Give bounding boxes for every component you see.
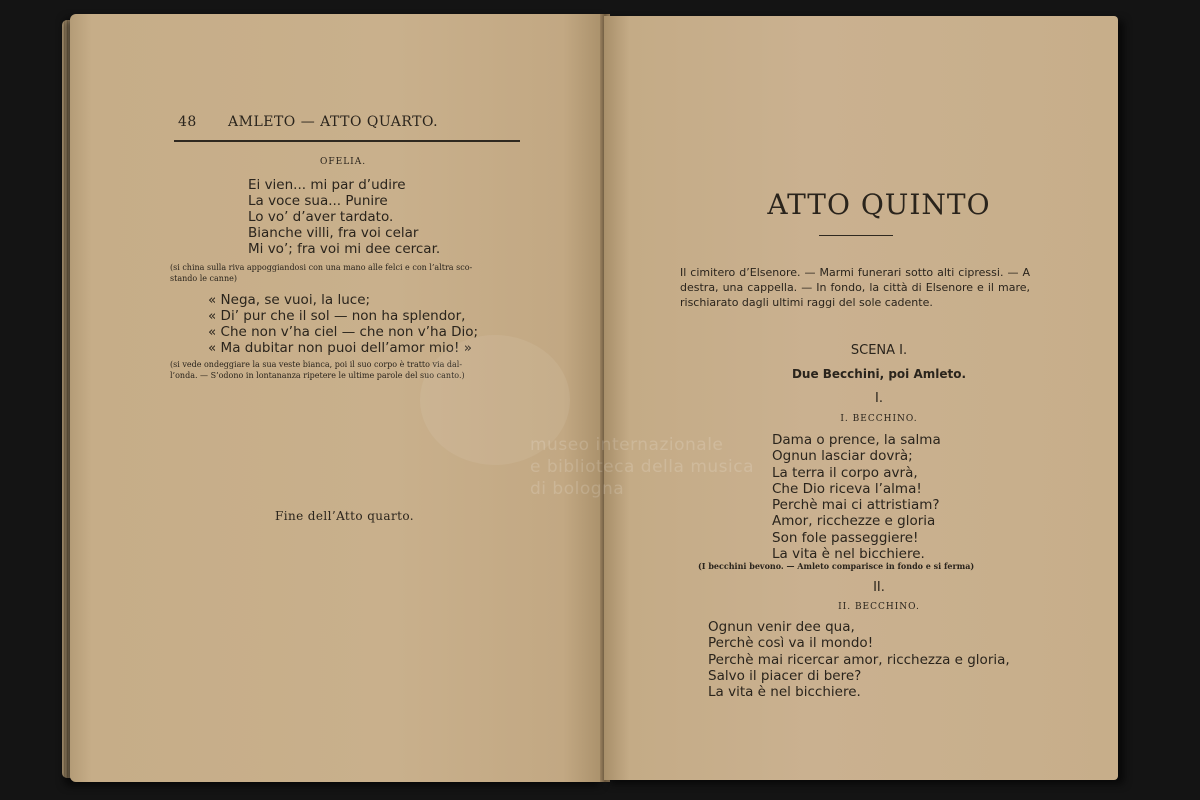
scene-setting: Il cimitero d’Elsenore. — Marmi funerari sotto alti cipressi. — A destra, una cappella. — In fondo, la città di Elsenore e il mare, rischiarato dagli ultimi raggi del sole cadente.	[680, 266, 1030, 309]
verse-becchino-1	[772, 432, 941, 562]
verse-line: Amor, ricchezze e gloria	[772, 513, 936, 530]
verse-line: Che Dio riceva l’alma!	[772, 480, 922, 497]
verse-line: Ognun venir dee qua,	[708, 619, 855, 635]
verse-line: La terra il corpo avrà,	[772, 464, 918, 481]
scene-heading: SCENA I.	[850, 343, 908, 358]
verse-becchino-2	[708, 619, 1010, 700]
verse-line: Salvo il piacer di bere?	[708, 667, 862, 684]
running-head	[178, 110, 518, 134]
title-rule	[819, 235, 893, 236]
verse-line: Ognun lasciar dovrà;	[772, 448, 913, 465]
verse-line: Dama o prence, la salma	[772, 432, 941, 448]
verse-line: Ei vien... mi par d’udire	[248, 177, 406, 193]
header-rule	[174, 140, 520, 142]
verse-line: « Ma dubitar non puoi dell’amor mio! »	[208, 340, 473, 356]
stage-direction-3: (I becchini bevono. — Amleto comparisce in fondo e si ferma)	[698, 561, 975, 571]
stage-direction-1	[170, 262, 472, 284]
stage-line: l’onda. — S’odono in lontananza ripetere le ultime parole del suo canto.)	[170, 371, 465, 380]
verse-line: Son fole passeggiere!	[772, 529, 919, 546]
stage-direction-2	[170, 359, 465, 381]
scene-persons: Due Becchini, poi Amleto.	[791, 367, 967, 381]
speaker-becchino-1: I. BECCHINO.	[840, 414, 918, 424]
verse-line: « Nega, se vuoi, la luce;	[208, 292, 371, 308]
stage-line: stando le canne)	[170, 274, 237, 283]
verse-line: Bianche villi, fra voi celar	[248, 225, 419, 241]
verse-line: Perchè mai ricercar amor, ricchezza e gloria,	[708, 651, 1010, 668]
right-page	[604, 16, 1118, 780]
page-number: 48	[178, 114, 197, 130]
part-number-1: I.	[875, 391, 883, 406]
stage-line: (si china sulla riva appoggiandosi con una mano alle felci e con l’altra sco-	[170, 263, 473, 272]
verse-line: « Che non v’ha ciel — che non v’ha Dio;	[208, 324, 479, 340]
stage-line: (si vede ondeggiare la sua veste bianca, poi il suo corpo è tratto via dal-	[170, 360, 463, 369]
verse-line: Lo vo’ d’aver tardato.	[248, 209, 394, 225]
verse-line: Perchè così va il mondo!	[708, 635, 874, 652]
verse-line: La voce sua... Punire	[248, 193, 388, 209]
speaker-becchino-2: II. BECCHINO.	[838, 602, 920, 612]
part-number-2: II.	[873, 580, 885, 595]
left-page	[70, 14, 606, 782]
verse-line: « Di’ pur che il sol — non ha splendor,	[208, 308, 466, 324]
verse-line: Mi vo’; fra voi mi dee cercar.	[248, 241, 441, 257]
verse-line: Perchè mai ci attristiam?	[772, 497, 940, 514]
speaker-ofelia: OFELIA.	[320, 157, 367, 167]
verse-ofelia-1	[248, 177, 440, 257]
verse-ofelia-2	[208, 292, 478, 356]
verse-line: La vita è nel bicchiere.	[772, 546, 925, 563]
running-title: AMLETO — ATTO QUARTO.	[228, 114, 439, 130]
act-title: ATTO QUINTO	[767, 188, 991, 221]
end-of-act-note: Fine dell’Atto quarto.	[275, 509, 414, 523]
verse-line: La vita è nel bicchiere.	[708, 684, 861, 701]
